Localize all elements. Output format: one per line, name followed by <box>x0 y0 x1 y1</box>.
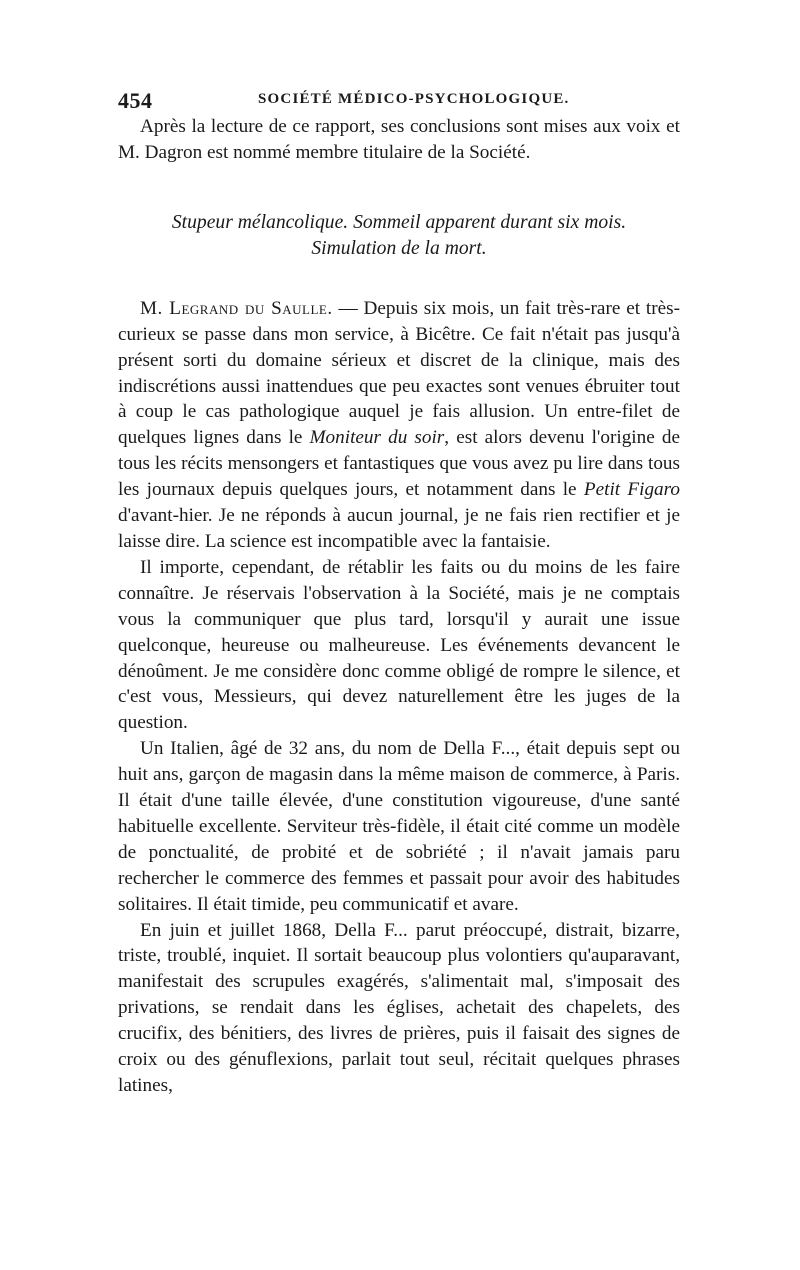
paragraph-3: Un Italien, âgé de 32 ans, du nom de Della F..., était depuis sept ou huit ans, garçon de magasin dans la même maison de commerce, à Paris. Il était d'une taille élevée, d'une constitution vigoureuse, d'une santé habituelle excellente. Serviteur très-fidèle, il était cité comme un modèle de ponctualité, de probité et de sobriété ; il n'avait jamais paru rechercher le commerce des femmes et passait pour avoir des habitudes solitaires. Il était timide, peu communicatif et avare. <box>118 738 680 915</box>
paragraph-1 <box>118 296 680 555</box>
intro-paragraph: Après la lecture de ce rapport, ses conclusions sont mises aux voix et M. Dagron est nommé membre titulaire de la Société. <box>118 116 680 163</box>
paragraph-4: En juin et juillet 1868, Della F... parut préoccupé, distrait, bizarre, triste, troublé, inquiet. Il sortait beaucoup plus volontiers qu'auparavant, manifestait des scrupules exagérés, s'alimentait mal, s'imposait des privations, se rendait dans les églises, achetait des chapelets, des crucifix, des bénitiers, des livres de prières, puis il faisait des signes de croix ou des génuflexions, parlait tout seul, récitait quelques phrases latines, <box>118 919 680 1096</box>
paragraph-1-text-a: — Depuis six mois, un fait très-rare et très-curieux se passe dans mon service, à Bicêtre. Ce fait n'était pas jusqu'à présent sorti du domaine sérieux et discret de la clinique, mais des indiscrétions aussi inattendues que peu exactes sont venues ébruiter tout à coup le cas pathologique auquel je fais allusion. Un entre-filet de quelques lignes dans le <box>118 297 680 449</box>
paragraph-2: Il importe, cependant, de rétablir les faits ou du moins de les faire connaître. Je réservais l'observation à la Société, mais je ne comptais vous la communiquer que plus tard, lorsqu'il y aurait une issue quelconque, heureuse ou malheureuse. Les événements devancent le dénoûment. Je me considère donc comme obligé de rompre le silence, et c'est vous, Messieurs, qui devez naturellement être les juges de la question. <box>118 556 680 734</box>
page-number: 454 <box>118 88 153 113</box>
paragraph-1-text-c: d'avant-hier. Je ne réponds à aucun journal, je ne fais rien rectifier et je laisse dire. La science est incompatible avec la fantaisie. <box>118 505 680 552</box>
page-header <box>118 88 680 114</box>
article-title-line-1: Stupeur mélancolique. Sommeil apparent durant six mois. <box>171 211 627 233</box>
speaker-name: Legrand du Saulle. <box>169 297 333 319</box>
newspaper-title-figaro: Petit Figaro <box>583 479 680 501</box>
article-title <box>118 210 680 262</box>
speaker-prefix: M. <box>140 297 163 319</box>
running-head: SOCIÉTÉ MÉDICO-PSYCHOLOGIQUE. <box>258 91 570 107</box>
paragraph-1-text-b: , est alors devenu l'origine de tous les récits mensongers et fantastiques que vous avez pu lire dans tous les journaux depuis quelques jours, et notamment dans le <box>118 427 680 501</box>
newspaper-title-moniteur: Moniteur du soir <box>309 427 445 449</box>
article-title-line-2: Simulation de la mort. <box>311 237 487 259</box>
speaker-label <box>140 298 333 319</box>
book-page <box>118 88 680 1099</box>
